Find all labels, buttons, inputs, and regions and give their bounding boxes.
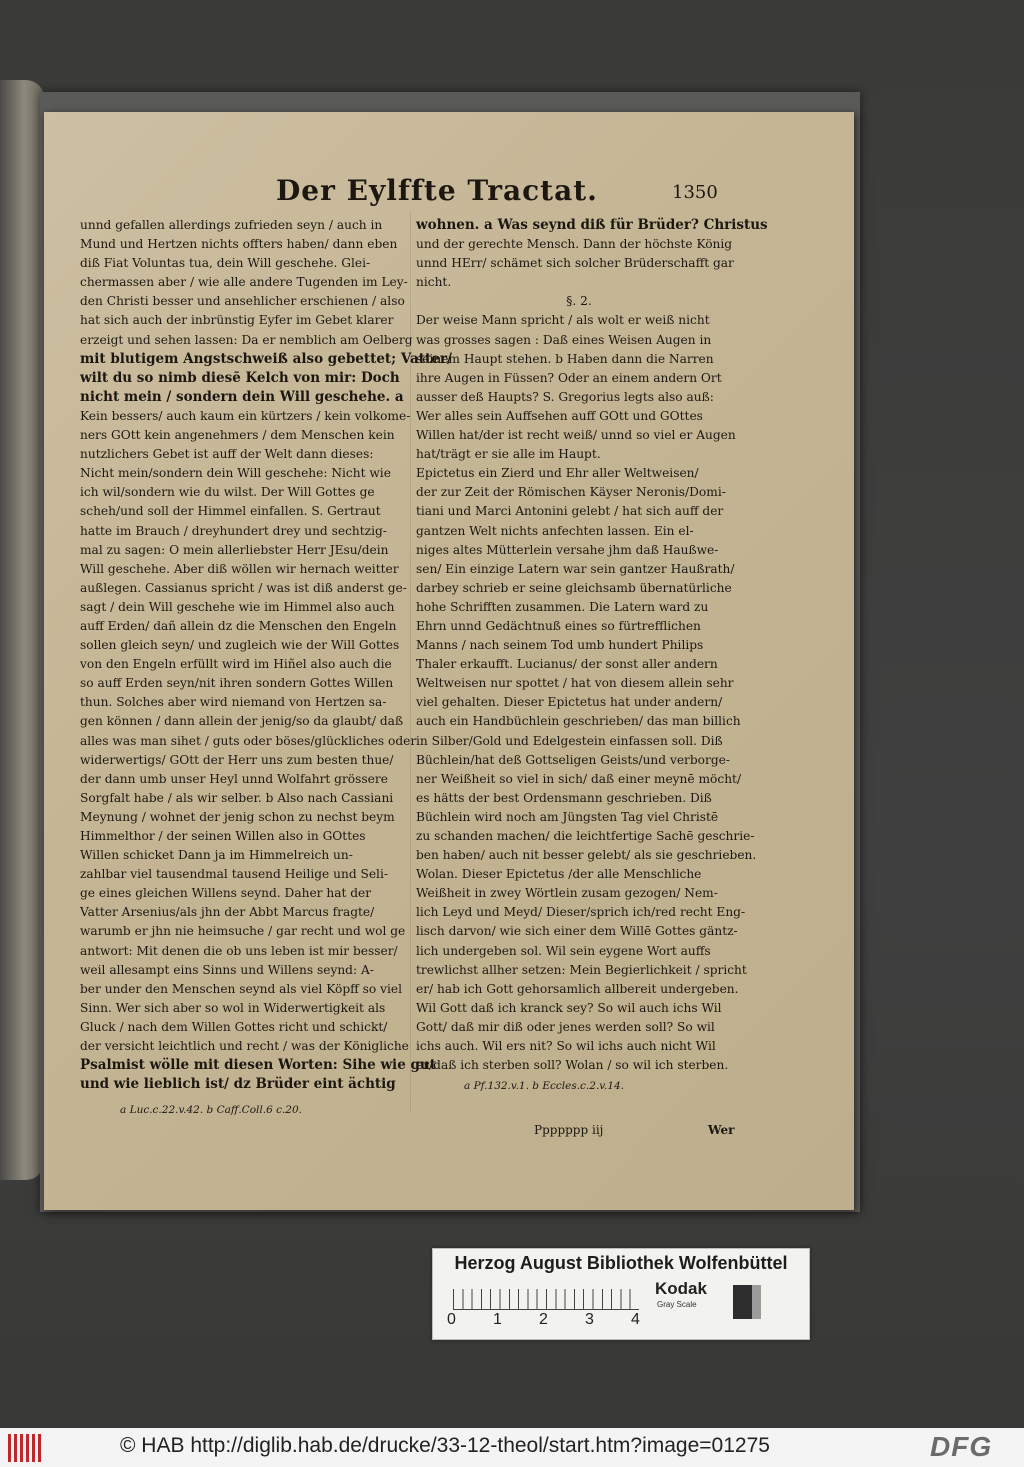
text-line: mit blutigem Angstschweiß also gebettet; Vatter/ (80, 350, 452, 367)
text-line: warumb er jhn nie heimsuche / gar recht und wol ge (80, 924, 406, 939)
scale-number: 2 (539, 1311, 548, 1328)
text-line: Ehrn unnd Gedächtnuß eines so fürtrefflichen (416, 618, 701, 633)
kodak-logo: Kodak (655, 1279, 707, 1298)
text-line: hat/trägt er sie alle im Haupt. (416, 447, 601, 462)
footer-bar (0, 1428, 1024, 1467)
text-line: erzeigt und sehen lassen: Da er nemblich am Oelberg (80, 332, 413, 347)
text-line: Büchlein/hat deß Gottseligen Geists/und verborge- (416, 752, 730, 767)
text-line: darbey schrieb er seine gleichsamb übernatürliche (416, 580, 732, 595)
text-line: Psalmist wölle mit diesen Worten: Sihe wie gut (80, 1057, 436, 1074)
text-line: antwort: Mit denen die ob uns leben ist mir besser/ (80, 943, 398, 958)
book-page (44, 112, 854, 1210)
kodak-subtitle: Gray Scale (657, 1300, 697, 1309)
text-line: Wil Gott daß ich kranck sey? So wil auch ichs Wil (416, 1000, 722, 1015)
text-line: Nicht mein/sondern dein Will geschehe: Nicht wie (80, 466, 391, 481)
text-line: Gluck / nach dem Willen Gottes richt und schickt/ (80, 1019, 388, 1034)
text-line: Mund und Hertzen nichts offters haben/ dann eben (80, 237, 398, 252)
text-line: der zur Zeit der Römischen Käyser Neronis/Domi- (416, 485, 726, 500)
scale-number: 1 (493, 1311, 502, 1328)
running-head (44, 174, 854, 214)
library-card (432, 1248, 810, 1340)
hab-logo-icon (6, 1434, 42, 1462)
text-line: hat sich auch der inbrünstig Eyfer im Gebet klarer (80, 313, 394, 328)
left-column (80, 216, 452, 1094)
book-spine-edge (0, 80, 44, 1180)
text-line: wohnen. a Was seynd diß für Brüder? Christus (416, 217, 768, 233)
text-line: sollen gleich seyn/ und zugleich wie der Will Gottes (80, 638, 400, 653)
text-line: alles was man sihet / guts oder böses/glückliches oder (80, 733, 417, 748)
text-line: lisch darvon/ wie sich einer dem Willē Gottes gäntz- (416, 924, 738, 939)
text-line: und wie lieblich ist/ dz Brüder eint ächtig (80, 1076, 396, 1093)
text-line: zahlbar viel tausendmal tausend Heilige und Seli- (80, 867, 388, 882)
text-line: was grosses sagen : Daß eines Weisen Augen in (416, 332, 712, 347)
text-line: Will geschehe. Aber diß wöllen wir hernach weitter (80, 561, 399, 576)
text-line: Sorgfalt habe / als wir selber. b Also nach Cassiani (80, 790, 394, 805)
text-line: wilt du so nimb diesē Kelch von mir: Doch (80, 369, 400, 386)
text-line: ber under den Menschen seynd als viel Köpff so viel (80, 981, 403, 996)
text-line: Der weise Mann spricht / als wolt er weiß nicht (416, 313, 710, 328)
text-line: zu schanden machen/ die leichtfertige Sachē geschrie- (416, 829, 755, 843)
text-line: Gott/ daß mir diß oder jenes werden soll? So wil (416, 1019, 715, 1034)
text-line: auff Erden/ dañ allein dz die Menschen den Engeln (80, 618, 397, 633)
text-line: Manns / nach seinem Tod umb hundert Philips (416, 638, 704, 653)
right-column (416, 216, 768, 1075)
scale-number: 4 (631, 1311, 640, 1328)
text-line: den Christi besser und ansehlicher erschienen / also (80, 294, 405, 309)
scale-ruler (453, 1289, 639, 1310)
text-line: der versicht leichtlich und recht / was der Königliche (80, 1039, 409, 1054)
text-line: seinem Haupt stehen. b Haben dann die Narren (416, 351, 714, 366)
text-line: in Silber/Gold und Edelgestein einfassen soll. Diß (416, 733, 723, 748)
signature-mark: Ppppppp iij (534, 1123, 604, 1137)
text-line: thun. Solches aber wird niemand von Hertzen sa- (80, 695, 387, 710)
text-line: ichs auch. Wil ers nit? So wil ichs auch nicht Wil (416, 1039, 716, 1054)
text-line: Kein bessers/ auch kaum ein kürtzers / kein volkome- (80, 408, 411, 423)
text-line: Meynung / wohnet der jenig schon zu nechst beym (80, 809, 395, 824)
text-line: chermassen aber / wie alle andere Tugenden im Ley- (80, 275, 408, 290)
text-line: er/ hab ich Gott gehorsamlich allbereit undergeben. (416, 981, 739, 996)
text-line: trewlichst allher setzen: Mein Begierlichkeit / spricht (416, 962, 747, 977)
text-line: lich Leyd und Meyd/ Dieser/sprich ich/red recht Eng- (416, 905, 746, 920)
scale-number: 0 (447, 1311, 456, 1328)
column-divider (410, 212, 411, 1112)
text-line: Weltweisen nur spottet / hat von diesem allein sehr (416, 676, 734, 691)
text-line: nutzlichers Gebet ist auff der Welt dann dieses: (80, 447, 374, 462)
text-line: ge eines gleichen Willens seynd. Daher hat der (80, 886, 372, 901)
text-line: gen können / dann allein der jenig/so da glaubt/ daß (80, 714, 404, 729)
text-line: er/daß ich sterben soll? Wolan / so wil ich sterben. (416, 1058, 729, 1073)
text-line: widerwertigs/ GOtt der Herr uns zum besten thue/ (80, 752, 394, 767)
text-line: unnd gefallen allerdings zufrieden seyn / auch in (80, 218, 383, 232)
text-line: hohe Schrifften zusammen. Die Latern ward zu (416, 599, 709, 614)
text-line: es hätts der best Ordensmann geschrieben. Diß (416, 790, 712, 805)
text-line: und der gerechte Mensch. Dann der höchste König (416, 237, 733, 252)
text-line: Willen schicket Dann ja im Himmelreich un- (80, 848, 353, 863)
text-line: von den Engeln erfüllt wird im Hiñel also auch die (80, 657, 392, 672)
gray-scale-patch (733, 1285, 761, 1319)
text-line: Büchlein wird noch am Jüngsten Tag viel Christē (416, 809, 719, 824)
text-line: unnd HErr/ schämet sich solcher Brüderschafft gar (416, 256, 734, 271)
catchword: Wer (708, 1123, 735, 1137)
text-line: nicht mein / sondern dein Will geschehe. a (80, 388, 404, 405)
text-line: ner Weißheit so viel in sich/ daß einer meynē möcht/ (416, 771, 742, 786)
text-line: lich undergeben sol. Wil sein eygene Wort auffs (416, 943, 711, 958)
text-line: ich wil/sondern wie du wilst. Der Will Gottes ge (80, 485, 375, 500)
text-line: Sinn. Wer sich aber so wol in Widerwertigkeit als (80, 1000, 386, 1015)
footnote-right: a Pf.132.v.1. b Eccles.c.2.v.14. (464, 1080, 625, 1092)
text-line: ausser deß Haupts? S. Gregorius legts also auß: (416, 389, 714, 404)
text-line: scheh/und soll der Himmel einfallen. S. Gertraut (80, 504, 381, 519)
text-line: so auff Erden seyn/nit ihren sondern Gottes Willen (80, 676, 394, 691)
text-line: nicht. (416, 275, 452, 290)
scale-number: 3 (585, 1311, 594, 1328)
text-line: gantzen Welt nichts anfechten lassen. Ein el- (416, 523, 694, 538)
text-line: außlegen. Cassianus spricht / was ist diß anderst ge- (80, 580, 407, 595)
text-line: auch ein Handbüchlein geschrieben/ das man billich (416, 714, 741, 729)
text-line: Willen hat/der ist recht weiß/ unnd so viel er Augen (416, 428, 736, 443)
text-line: Wer alles sein Auffsehen auff GOtt und GOttes (416, 408, 703, 423)
text-line: weil allesampt eins Sinns und Willens seynd: A- (80, 962, 374, 977)
text-line: mal zu sagen: O mein allerliebster Herr JEsu/dein (80, 542, 389, 557)
text-line: sagt / dein Will geschehe wie im Himmel also auch (80, 599, 395, 614)
text-line: der dann umb unser Heyl unnd Wolfahrt grössere (80, 771, 388, 786)
section-heading: §. 2. (566, 294, 592, 309)
footnote-left: a Luc.c.22.v.42. b Caff.Coll.6 c.20. (120, 1104, 303, 1116)
text-line: Thaler erkaufft. Lucianus/ der sonst aller andern (416, 657, 718, 672)
text-line: hatte im Brauch / dreyhundert drey und sechtzig- (80, 523, 387, 538)
dfg-logo: DFG (930, 1431, 993, 1462)
text-line: Weißheit in zwey Wörtlein zusam gezogen/ Nem- (416, 886, 718, 901)
text-line: ners GOtt kein angenehmers / dem Menschen kein (80, 428, 395, 443)
text-line: ihre Augen in Füssen? Oder an einem andern Ort (416, 370, 722, 385)
text-line: viel gehalten. Dieser Epictetus hat under andern/ (416, 695, 723, 710)
page-number: 1350 (672, 182, 718, 203)
text-line: niges altes Mütterlein versahe jhm daß Haußwe- (416, 542, 719, 557)
page-title: Der Eylffte Tractat. (276, 174, 598, 207)
library-name: Herzog August Bibliothek Wolfenbüttel (454, 1253, 788, 1273)
footer-copyright-link[interactable]: © HAB http://diglib.hab.de/drucke/33-12-theol/start.htm?image=01275 (120, 1434, 770, 1457)
text-line: Wolan. Dieser Epictetus /der alle Menschliche (416, 867, 702, 882)
text-line: Himmelthor / der seinen Willen also in GOttes (80, 829, 366, 843)
text-line: Vatter Arsenius/als jhn der Abbt Marcus fragte/ (80, 905, 375, 920)
text-line: diß Fiat Voluntas tua, dein Will geschehe. Glei- (80, 256, 371, 271)
text-line: Epictetus ein Zierd und Ehr aller Weltweisen/ (416, 466, 699, 481)
text-line: tiani und Marci Antonini gelebt / hat sich auff der (416, 504, 724, 519)
text-line: sen/ Ein einzige Latern war sein gantzer Haußrath/ (416, 561, 735, 576)
text-line: ben haben/ auch nit besser gelebt/ als sie geschrieben. (416, 848, 757, 863)
